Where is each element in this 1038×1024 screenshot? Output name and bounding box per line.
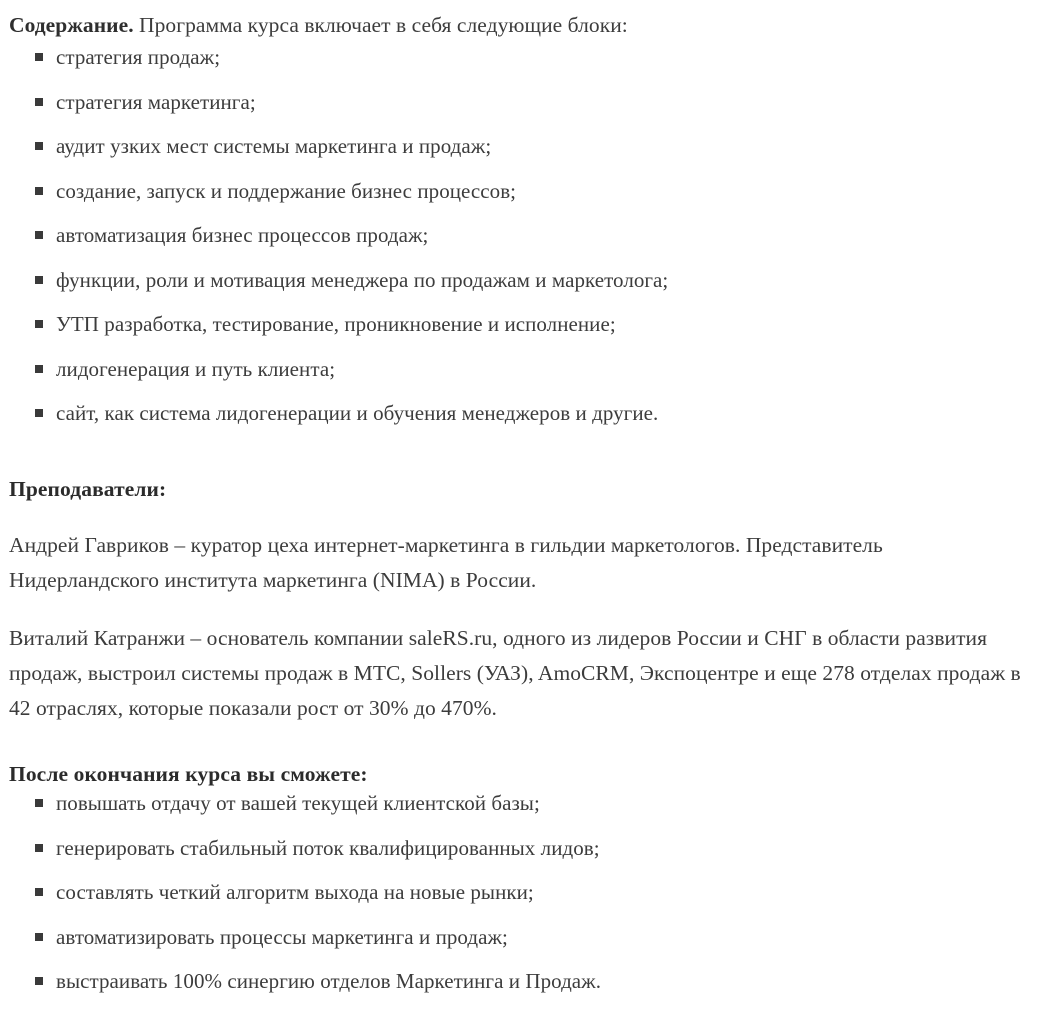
teachers-heading: Преподаватели:: [9, 477, 167, 501]
list-item-label: лидогенерация и путь клиента;: [56, 356, 336, 381]
list-item-label: повышать отдачу от вашей текущей клиентской базы;: [56, 791, 540, 815]
list-item-label: сайт, как система лидогенерации и обучения менеджеров и другие.: [56, 401, 659, 425]
intro-rest-text: Программа курса включает в себя следующие блоки:: [133, 13, 628, 37]
outcomes-heading: После окончания курса вы сможете:: [9, 762, 368, 786]
list-item: [0, 221, 1038, 249]
square-bullet-icon: [35, 231, 43, 239]
list-item: [0, 789, 1038, 817]
teacher-bio-gavrikov: Андрей Гавриков – куратор цеха интернет-маркетинга в гильдии маркетологов. Представитель Нидерландского института маркетинга (NIMA) в России.: [9, 533, 883, 592]
list-item-label: стратегия продаж;: [56, 45, 221, 69]
list-item: [0, 878, 1038, 906]
square-bullet-icon: [35, 187, 43, 195]
square-bullet-icon: [35, 888, 43, 896]
square-bullet-icon: [35, 799, 43, 807]
list-item-label: выстраивать 100% синергию отделов Маркетинга и Продаж.: [56, 969, 602, 993]
list-item: [0, 923, 1038, 951]
list-item-label: автоматизировать процессы маркетинга и продаж;: [56, 924, 508, 949]
list-item: [0, 355, 1038, 383]
list-item: [0, 834, 1038, 862]
square-bullet-icon: [35, 98, 43, 106]
list-item: [0, 43, 1038, 71]
square-bullet-icon: [35, 409, 43, 417]
square-bullet-icon: [35, 142, 43, 150]
teacher-bio-katranzhi: Виталий Катранжи – основатель компании saleRS.ru, одного из лидеров России и СНГ в области развития продаж, выстроил системы продаж в МТС, Sollers (УАЗ), AmoCRM, Экспоцентре и еще 278 отделах продаж в 42 отраслях, которые показали рост от 30% до 470%.: [9, 626, 1021, 720]
list-item-label: УТП разработка, тестирование, проникновение и исполнение;: [56, 312, 616, 336]
list-item: [0, 310, 1038, 338]
list-item-label: аудит узких мест системы маркетинга и продаж;: [56, 134, 492, 158]
list-item-label: составлять четкий алгоритм выхода на новые рынки;: [56, 880, 534, 904]
square-bullet-icon: [35, 53, 43, 61]
list-item: [0, 266, 1038, 294]
outcomes-list: [0, 789, 1038, 995]
list-item-label: создание, запуск и поддержание бизнес процессов;: [56, 178, 517, 203]
square-bullet-icon: [35, 844, 43, 852]
list-item: [0, 177, 1038, 205]
list-item: [0, 88, 1038, 116]
document-page: [0, 8, 1038, 995]
list-item: [0, 967, 1038, 995]
list-item-label: генерировать стабильный поток квалифицированных лидов;: [56, 835, 600, 860]
intro-paragraph: [0, 8, 1038, 43]
intro-lead-term: Содержание.: [9, 13, 134, 37]
list-item-label: функции, роли и мотивация менеджера по продажам и маркетолога;: [56, 267, 669, 292]
program-blocks-list: [0, 43, 1038, 427]
square-bullet-icon: [35, 933, 43, 941]
list-item-label: стратегия маркетинга;: [56, 89, 256, 114]
square-bullet-icon: [35, 365, 43, 373]
square-bullet-icon: [35, 276, 43, 284]
square-bullet-icon: [35, 977, 43, 985]
list-item: [0, 132, 1038, 160]
list-item: [0, 399, 1038, 427]
square-bullet-icon: [35, 320, 43, 328]
list-item-label: автоматизация бизнес процессов продаж;: [56, 223, 429, 247]
